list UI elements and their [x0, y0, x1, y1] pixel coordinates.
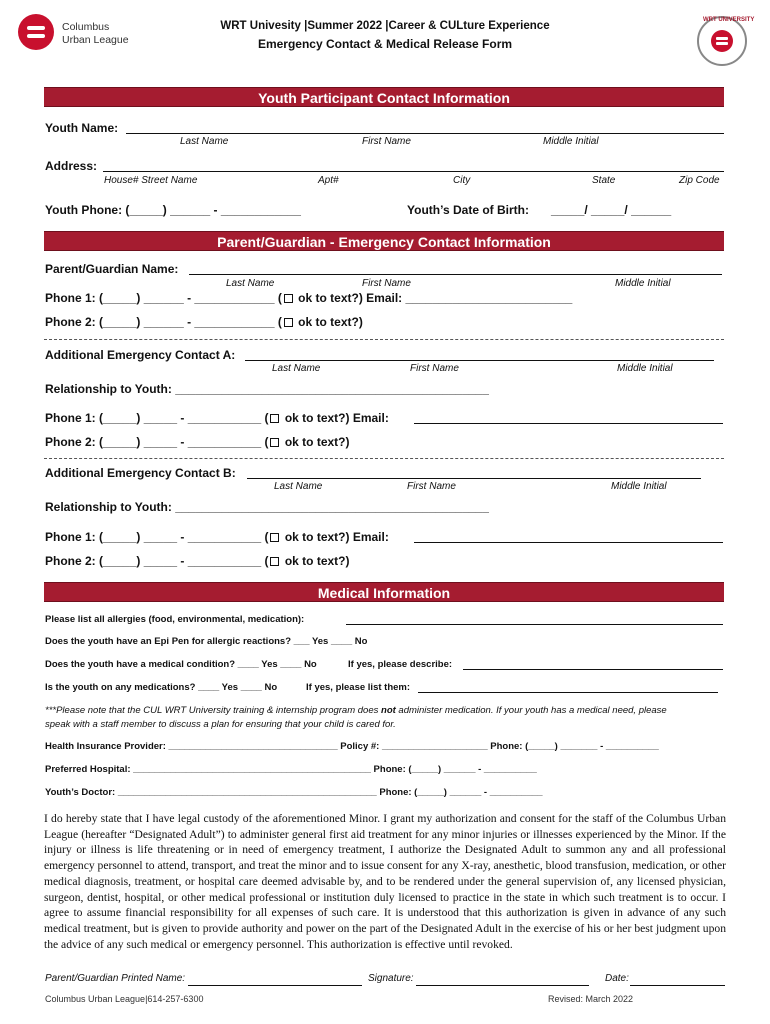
form-title-line1: WRT Univesity |Summer 2022 |Career & CULture Experience — [220, 20, 550, 32]
org-name-line1: Columbus — [62, 21, 110, 33]
parent-section-banner: Parent/Guardian - Emergency Contact Information — [44, 231, 724, 251]
footer-contact: Columbus Urban League|614-257-6300 — [45, 994, 204, 1004]
contact-b-phone1-row — [45, 530, 389, 544]
contact-b-phone1-field[interactable]: Phone 1: (_____) _____ - ___________ ( — [45, 530, 269, 544]
parent-phone1-suffix: ok to text?) Email: _________________________ — [294, 291, 573, 305]
contact-a-phone1-row — [45, 411, 389, 425]
medications-question[interactable]: Is the youth on any medications? ____ Yes ____ No — [45, 682, 278, 693]
note-emphasis: not — [381, 705, 396, 716]
medical-section-banner: Medical Information — [44, 582, 724, 602]
parent-name-label: Parent/Guardian Name: — [45, 262, 179, 276]
youth-name-label: Youth Name: — [45, 121, 119, 135]
contact-a-phone1-text-checkbox[interactable] — [270, 414, 279, 423]
printed-name-label: Parent/Guardian Printed Name: — [45, 973, 186, 984]
address-label: Address: — [45, 159, 98, 173]
youth-section-banner: Youth Participant Contact Information — [44, 87, 724, 107]
parent-phone2-suffix: ok to text?) — [294, 315, 363, 329]
printed-name-field[interactable] — [188, 985, 362, 986]
wrt-university-seal-icon — [697, 16, 755, 66]
contact-b-phone2-suffix: ok to text?) — [281, 554, 350, 568]
medication-note-line1 — [45, 705, 667, 716]
parent-phone2-field[interactable]: Phone 2: (_____) ______ - ____________ ( — [45, 315, 282, 329]
seal-emblem-icon — [711, 30, 733, 52]
contact-b-phone2-field[interactable]: Phone 2: (_____) _____ - ___________ ( — [45, 554, 269, 568]
allergies-field[interactable] — [346, 624, 723, 625]
contact-b-first-name-caption: First Name — [407, 481, 456, 492]
contact-b-label: Additional Emergency Contact B: — [45, 466, 236, 480]
seal-text: WRT UNIVERSITY — [703, 17, 755, 23]
doctor-row[interactable]: Youth’s Doctor: _________________________________________________ Phone: (_____) ______ - __________ — [45, 787, 543, 798]
address-field[interactable] — [103, 171, 724, 172]
contact-a-label: Additional Emergency Contact A: — [45, 348, 236, 362]
parent-phone1-row — [45, 291, 572, 305]
contact-a-phone2-suffix: ok to text?) — [281, 435, 350, 449]
youth-last-name-caption: Last Name — [180, 136, 229, 147]
insurance-row[interactable]: Health Insurance Provider: ________________________________ Policy #: ____________________ Phone: (_____) _______ - __________ — [45, 741, 659, 752]
signature-field[interactable] — [416, 985, 589, 986]
allergies-label: Please list all allergies (food, environmental, medication): — [45, 614, 305, 625]
contact-b-name-field[interactable] — [247, 478, 701, 479]
contact-b-phone2-text-checkbox[interactable] — [270, 557, 279, 566]
contact-b-phone1-text-checkbox[interactable] — [270, 533, 279, 542]
state-caption: State — [592, 175, 616, 186]
epipen-question[interactable]: Does the youth have an Epi Pen for allergic reactions? ___ Yes ____ No — [45, 636, 368, 647]
date-label: Date: — [605, 973, 629, 984]
condition-describe-label: If yes, please describe: — [348, 659, 453, 670]
parent-phone2-text-checkbox[interactable] — [284, 318, 293, 327]
hospital-row[interactable]: Preferred Hospital: _____________________________________________ Phone: (_____) ______ - __________ — [45, 764, 537, 775]
youth-middle-initial-caption: Middle Initial — [543, 136, 599, 147]
apt-caption: Apt# — [318, 175, 339, 186]
medications-list-field[interactable] — [418, 692, 718, 693]
medications-list-label: If yes, please list them: — [306, 682, 411, 693]
contact-a-phone2-field[interactable]: Phone 2: (_____) _____ - ___________ ( — [45, 435, 269, 449]
contact-a-first-name-caption: First Name — [410, 363, 459, 374]
parent-phone2-row — [45, 315, 363, 329]
contact-b-last-name-caption: Last Name — [274, 481, 323, 492]
parent-middle-initial-caption: Middle Initial — [615, 278, 671, 289]
parent-name-field[interactable] — [189, 274, 722, 275]
condition-question[interactable]: Does the youth have a medical condition? ____ Yes ____ No — [45, 659, 317, 670]
contact-a-email-field[interactable] — [414, 423, 723, 424]
youth-dob-field[interactable]: _____/ _____/ ______ — [551, 203, 672, 217]
note-text-cont: administer medication. If your youth has a medical need, please — [395, 705, 667, 716]
section-divider — [44, 458, 724, 459]
parent-first-name-caption: First Name — [362, 278, 411, 289]
contact-a-phone1-field[interactable]: Phone 1: (_____) _____ - ___________ ( — [45, 411, 269, 425]
youth-phone-field[interactable]: Youth Phone: (_____) ______ - ____________ — [45, 203, 301, 217]
contact-a-name-field[interactable] — [245, 360, 714, 361]
contact-b-email-field[interactable] — [414, 542, 723, 543]
contact-a-last-name-caption: Last Name — [272, 363, 321, 374]
condition-describe-field[interactable] — [463, 669, 723, 670]
youth-dob-label: Youth’s Date of Birth: — [407, 203, 529, 217]
house-street-caption: House# Street Name — [104, 175, 198, 186]
contact-b-relationship-field[interactable]: Relationship to Youth: _______________________________________________ — [45, 500, 489, 514]
consent-paragraph: I do hereby state that I have legal custody of the aforementioned Minor. I grant my authorization and consent for the staff of the Columbus Urban League (hereafter “Designated Adult”) to administer general first aid treatment for any minor injuries or illnesses experienced by the Minor. If the injury or illness is life threatening or in need of emergency treatment, I authorize the Designated Adult to summon any and all professional emergency personnel to attend, transport, and treat the minor and to issue consent for any X-ray, anesthetic, blood transfusion, medication, or other medical diagnosis, treatment, or hospital care deemed advisable by, and to be rendered under the general supervision of, any licensed physician, surgeon, dentist, hospital, or other medical professional or institution duly licensed to practice in the state in which such treatment is to occur. I agree to assume financial responsibility for all expenses of such care. It is understood that this authorization is given in advance of any such medical treatment, but is given to provide authority and power on the part of the Designated Adult in the exercise of his or her best judgment upon the advice of any such medical or emergency personnel. This authorization is effective until revoked. — [44, 812, 726, 951]
youth-first-name-caption: First Name — [362, 136, 411, 147]
section-divider — [44, 339, 724, 340]
signature-label: Signature: — [368, 973, 414, 984]
date-field[interactable] — [630, 985, 725, 986]
contact-a-phone2-text-checkbox[interactable] — [270, 438, 279, 447]
parent-last-name-caption: Last Name — [226, 278, 275, 289]
org-name-line2: Urban League — [62, 34, 129, 46]
contact-a-phone2-row — [45, 435, 349, 449]
youth-name-field[interactable] — [126, 133, 724, 134]
parent-phone1-field[interactable]: Phone 1: (_____) ______ - ____________ ( — [45, 291, 282, 305]
contact-a-relationship-field[interactable]: Relationship to Youth: _______________________________________________ — [45, 382, 489, 396]
medication-note-line2: speak with a staff member to discuss a plan for ensuring that your child is cared for. — [45, 719, 396, 730]
note-text: ***Please note that the CUL WRT University training & internship program does — [45, 705, 382, 716]
footer-revised: Revised: March 2022 — [548, 994, 634, 1004]
contact-b-phone2-row — [45, 554, 349, 568]
parent-phone1-text-checkbox[interactable] — [284, 294, 293, 303]
city-caption: City — [453, 175, 471, 186]
contact-a-middle-initial-caption: Middle Initial — [617, 363, 673, 374]
form-title-line2: Emergency Contact & Medical Release Form — [257, 37, 513, 51]
contact-b-phone1-suffix: ok to text?) Email: — [281, 530, 389, 544]
contact-b-middle-initial-caption: Middle Initial — [611, 481, 667, 492]
contact-a-phone1-suffix: ok to text?) Email: — [281, 411, 389, 425]
zip-caption: Zip Code — [679, 175, 720, 186]
